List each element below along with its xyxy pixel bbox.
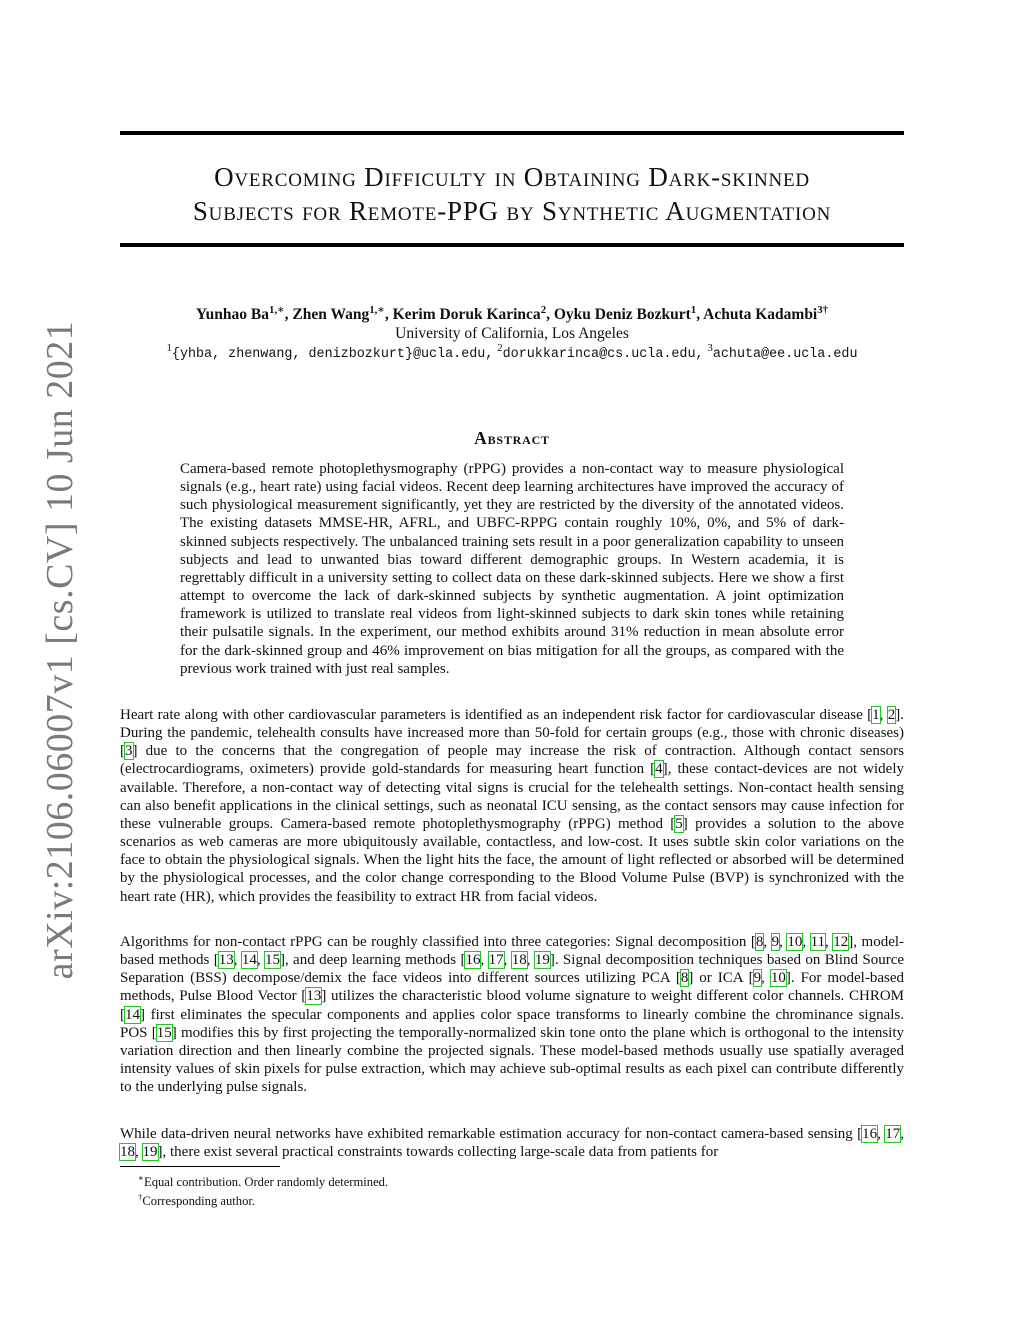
arxiv-identifier: arXiv:2106.06007v1 [cs.CV] 10 Jun 2021 <box>39 320 81 980</box>
citation-link[interactable]: 1 <box>872 707 880 723</box>
footnote-corresponding-author <box>138 1193 255 1209</box>
text: , <box>526 952 535 969</box>
text: ], and deep learning methods [ <box>279 952 466 969</box>
citation-link[interactable]: 11 <box>810 934 826 950</box>
footnote-text: Equal contribution. Order randomly determined. <box>144 1175 389 1189</box>
author-block <box>120 305 904 364</box>
citation-link[interactable]: 4 <box>655 761 663 778</box>
text: , <box>135 1144 143 1161</box>
footnote-mark: ∗ <box>138 1172 144 1183</box>
citation-link[interactable]: 14 <box>241 952 257 969</box>
citation-link[interactable]: 8 <box>755 934 764 950</box>
text: ] utilizes the characteristic blood volume signature to weight different color channels. CHROM [ <box>120 988 904 1023</box>
text: , <box>877 1126 886 1142</box>
citation-link[interactable]: 13 <box>218 952 234 969</box>
footnote-text: Corresponding author. <box>142 1194 256 1208</box>
author-names: Yunhao $Ba^{1,∗}$, Zhen Wang$^{1,∗}$, Kerim Doruk Karinca$^2$, Oyku Deniz Bozkurt$^1$, Achuta Kadambi$^{3\dagger}$ <box>195 303 829 323</box>
text: , <box>900 1126 904 1142</box>
email-link[interactable]: achuta@ee.ucla.edu <box>712 347 858 362</box>
text: ] due to the concerns that the congregation of people may increase the risk of contraction. Although contact sensors (electrocardiograms, oximeters) provide gold-standards for measuring heart function [ <box>120 743 904 778</box>
text: , <box>879 707 888 723</box>
text: ] or ICA [ <box>688 970 754 987</box>
citation-link[interactable]: 18 <box>120 1144 135 1161</box>
citation-link[interactable]: 12 <box>833 934 849 950</box>
footnote-mark: † <box>138 1191 143 1202</box>
citation-link[interactable]: 9 <box>753 970 762 987</box>
citation-link[interactable]: 13 <box>306 988 322 1005</box>
citation-link[interactable]: 16 <box>465 952 481 969</box>
citation-link[interactable]: 15 <box>156 1024 172 1041</box>
paragraph-2 <box>120 933 904 1096</box>
text: ] provides a solution to the above scenarios as web cameras are more ubiquitously available, contactless, and low-cost. It uses subtle skin color variations on the face to obtain the physiological signals. When the light hits the face, the amount of light reflected or absorbed will be determined by the physiological processes, and the color change corresponding to the Blood Volume Pulse (BVP) is synchronized with the heart rate (HR), which provides the feasibility to extract HR from facial videos. <box>120 815 904 905</box>
author-mark: 2 <box>540 303 547 316</box>
author-name: Oyku Deniz Bozkurt <box>553 306 691 323</box>
author-name: Zhen Wang <box>292 306 370 323</box>
footnote-equal-contribution <box>138 1174 388 1190</box>
text: ], these contact-devices are not widely available. Therefore, a non-contact way of detecting vital signs is crucial for the telehealth settings. Non-contact health sensing can also benefit applications in the clinical settings, such as neonatal ICU sensing, as the contact sensors may cause infection for these vulnerable groups. Camera-based remote photoplethysmography (rPPG) method [ <box>120 761 904 832</box>
text: ], model-based methods [ <box>120 934 905 969</box>
title-line-2: Subjects for Remote-PPG by Synthetic Augmentation <box>192 196 832 226</box>
text: , <box>480 952 489 969</box>
citation-link[interactable]: 19 <box>534 952 550 969</box>
text: , <box>763 934 772 950</box>
paper-title <box>120 160 904 228</box>
text: , <box>761 970 771 987</box>
citation-link[interactable]: 8 <box>680 970 689 987</box>
text: ]. For model-based methods, Pulse Blood Vector [ <box>120 970 904 1005</box>
author-name: Yunhao Ba <box>195 306 270 323</box>
text: ], there exist several practical constraints towards collecting large-scale data from patients for <box>157 1144 719 1161</box>
text: , <box>233 952 242 969</box>
affiliation: University of California, Los Angeles <box>395 325 629 342</box>
citation-link[interactable]: 14 <box>125 1006 140 1023</box>
email-mark: 2 <box>497 341 503 354</box>
citation-link[interactable]: 5 <box>675 815 683 832</box>
text: Heart rate along with other cardiovascular parameters is identified as an independent risk factor for cardiovascular disease [ <box>120 707 873 723</box>
title-line-1: Overcoming Difficulty in Obtaining Dark-skinned <box>214 162 810 192</box>
citation-link[interactable]: 10 <box>787 934 803 950</box>
citation-link[interactable]: 15 <box>264 952 280 969</box>
citation-link[interactable]: 17 <box>488 952 504 969</box>
citation-link[interactable]: 18 <box>511 952 527 969</box>
author-name: Kerim Doruk Karinca <box>392 306 541 323</box>
abstract-heading: Abstract <box>474 428 550 448</box>
abstract-body: Camera-based remote photoplethysmography (rPPG) provides a non-contact way to measure physiological signals (e.g., heart rate) using facial videos. Recent deep learning architectures have improved the accuracy of such physiological measurement significantly, yet they are restricted by the diversity of the annotated videos. The existing datasets MMSE-HR, AFRL, and UBFC-RPPG contain roughly 10%, 0%, and 5% of dark-skinned subjects respectively. The unbalanced training sets result in a poor generalization capability to unseen subjects and lead to unwanted bias toward different demographic groups. In Western academia, it is regrettably difficult in a university setting to collect data on these dark-skinned subjects. Here we show a first attempt to overcome the lack of dark-skinned subjects by synthetic augmentation. A joint optimization framework is utilized to translate real videos from light-skinned subjects to dark skin tones while retaining their pulsatile signals. In the experiment, our method exhibits around 31% reduction in mean absolute error for the dark-skinned group and 46% improvement on bias mitigation for all the groups, as compared with the previous work trained with just real samples. <box>180 461 844 677</box>
text: , <box>256 952 265 969</box>
title-rule-top <box>120 131 904 135</box>
paragraph-3 <box>120 1125 904 1161</box>
footnote-divider <box>120 1166 280 1167</box>
citation-link[interactable]: 10 <box>770 970 786 987</box>
text: , <box>503 952 512 969</box>
title-rule-bottom <box>120 243 904 247</box>
author-mark: 1 <box>690 303 697 316</box>
email-link[interactable]: {yhba, zhenwang, denizbozkurt}@ucla.edu, <box>171 347 494 362</box>
email-link[interactable]: dorukkarinca@cs.ucla.edu, <box>502 347 704 362</box>
email-mark: 1 <box>166 341 172 354</box>
text: , <box>779 934 788 950</box>
citation-link[interactable]: 17 <box>885 1126 901 1142</box>
text: ] first eliminates the specular components and applies color space transforms to linearly combine the chrominance signals. POS [ <box>120 1006 904 1041</box>
text: , <box>825 934 834 950</box>
citation-link[interactable]: 16 <box>862 1126 878 1142</box>
author-mark: 1,∗ <box>369 303 385 316</box>
author-mark: 3† <box>817 303 829 316</box>
citation-link[interactable]: 2 <box>887 707 896 723</box>
text: , <box>802 934 811 950</box>
text: While data-driven neural networks have exhibited remarkable estimation accuracy for non-contact camera-based sensing [ <box>120 1126 863 1142</box>
text: Algorithms for non-contact rPPG can be roughly classified into three categories: Signal decomposition [ <box>120 934 756 950</box>
text: ] modifies this by first projecting the temporally-normalized skin tone onto the plane which is orthogonal to the intensity variation direction and then linearly combine the projected signals. These model-based methods usually use spatially averaged intensity values of skin pixels for pulse extraction, which may achieve sub-optimal results as each pixel can contribute differently to the underlying pulse signals. <box>120 1024 905 1096</box>
text: ]. Signal decomposition techniques based on Blind Source Separation (BSS) decompose/demix the face videos into different sources utilizing PCA [ <box>120 952 905 987</box>
citation-link[interactable]: 3 <box>125 743 133 760</box>
email-mark: 3 <box>707 341 713 354</box>
author-name: Achuta Kadambi <box>703 306 818 323</box>
citation-link[interactable]: 9 <box>771 934 780 950</box>
citation-link[interactable]: 19 <box>142 1144 158 1161</box>
author-mark: 1,∗ <box>269 303 285 316</box>
paragraph-1 <box>120 706 904 906</box>
author-emails <box>120 343 904 364</box>
text: ]. During the pandemic, telehealth consults have increased more than 50-fold for certain groups (e.g., those with chronic diseases) [ <box>120 707 904 760</box>
